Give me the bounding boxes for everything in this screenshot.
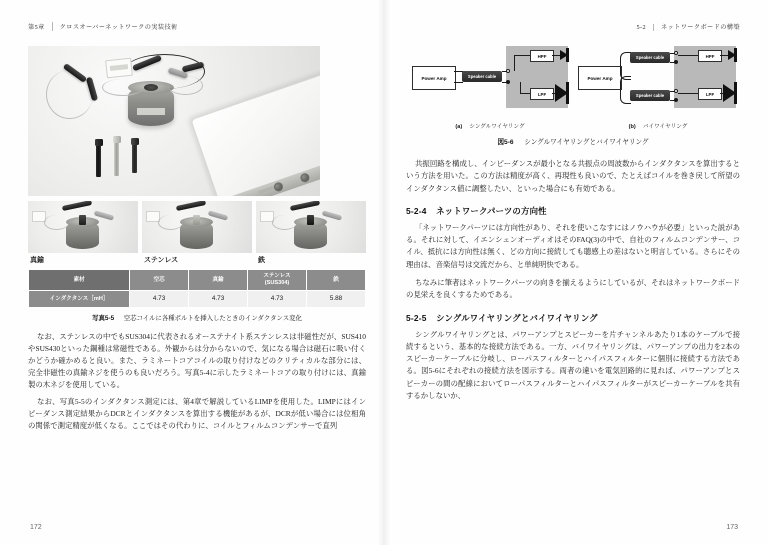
clip-iron-1 bbox=[290, 201, 320, 211]
power-amp-b bbox=[578, 66, 622, 90]
bolt-stainless-shaft bbox=[114, 140, 119, 176]
term-to-lpf-line-b bbox=[678, 93, 698, 94]
speaker-cable-label-hpf-b: Speaker cable bbox=[635, 55, 665, 60]
lpf-box-a bbox=[530, 88, 554, 100]
binding-post-positive-a bbox=[506, 69, 510, 73]
speaker-cable-lpf-b bbox=[630, 90, 670, 101]
coil-lead-wire-1 bbox=[102, 79, 143, 96]
photo-main-measurement-setup bbox=[28, 46, 320, 196]
binding-post-negative-a bbox=[506, 80, 510, 84]
table-header-stainless bbox=[248, 270, 307, 291]
section-5-2-4-body bbox=[406, 222, 740, 302]
binding-post-hpf-negative-b bbox=[674, 60, 678, 64]
section-heading-number-5-2-5: 5-2-5 bbox=[406, 312, 427, 323]
left-paragraph-2: なお、写真5-5のインダクタンス測定には、第4章で解説しているLIMPを使用した。LIMPにはインピーダンス測定結果からDCRとインダクタンスを算出する機能があるが、DCRが低い場合には位相角の関係で測定精度が低くなる。ここではその代わりに、コイルとフィルムコンデンサーで直列 bbox=[28, 396, 366, 430]
table-header-stainless-sub: (SUS304) bbox=[264, 280, 290, 286]
table-header-material: 素材 bbox=[29, 270, 130, 291]
table-cell-aircore: 4.73 bbox=[130, 291, 189, 308]
bolt-brass bbox=[132, 142, 137, 173]
table-header-aircore: 空芯 bbox=[130, 270, 189, 291]
table-header-row bbox=[29, 270, 366, 291]
table-cell-stainless: 4.73 bbox=[248, 291, 307, 308]
section-label: 5-2 bbox=[636, 24, 653, 31]
woofer-plate-a bbox=[566, 82, 569, 104]
section-5-2-4-paragraph-2: ちなみに筆者はネットワークパーツの向きを揃えるようにしているが、それはネットワークボードの見栄えを良くするためである。 bbox=[406, 277, 740, 300]
bolt-iron-shaft bbox=[96, 143, 101, 177]
capacitor-body bbox=[110, 64, 128, 71]
left-body-text bbox=[28, 331, 366, 432]
tweeter-plate-b bbox=[734, 48, 737, 62]
section-heading-title-5-2-4: ネットワークパーツの方向性 bbox=[436, 205, 547, 216]
left-paragraph-1: なお、ステンレスの中でもSUS304に代表されるオーステナイト系ステンレスは非磁性だが、SUS410やSUS430といった鋼種は常磁性である。外観からは分からないので、気になる場合は磁石に吸い付くかどうか確かめると良い。また、ラミネートコアコイルの取り付けなどのクリティカルな部分には、完全非磁性の真鍮ネジを使うのも良いだろう。写真5-4に示したラミネートコアの取り付けには、真鍮製の木ネジを使用している。 bbox=[28, 332, 366, 389]
section-heading-5-2-5 bbox=[406, 312, 740, 324]
chapter-label: 第5章 bbox=[28, 22, 53, 31]
subcaption-text-a: シングルワイヤリング bbox=[469, 124, 525, 130]
figure-caption-text: シングルワイヤリングとバイワイヤリング bbox=[524, 139, 649, 146]
diagram-single-wiring bbox=[410, 44, 570, 130]
speaker-cable-label-lpf-b: Speaker cable bbox=[635, 93, 665, 98]
page-number-right: 173 bbox=[726, 524, 738, 531]
amp-to-cable-line-bottom-a bbox=[454, 82, 463, 83]
section-title: ネットワークボードの構築 bbox=[660, 24, 740, 31]
photo-small-brass bbox=[28, 201, 138, 253]
hpf-label-a: HPF bbox=[537, 53, 547, 59]
inserted-bolt-stainless bbox=[193, 215, 200, 225]
table-cell-iron: 5.88 bbox=[307, 291, 366, 308]
figure-5-6-wiring-diagram bbox=[406, 44, 740, 146]
photo-label-iron: 鉄 bbox=[258, 257, 265, 264]
section-heading-number-5-2-4: 5-2-4 bbox=[406, 205, 427, 216]
coil-lead-wire-2 bbox=[168, 76, 203, 95]
hpf-branch-h-a bbox=[514, 55, 530, 56]
power-amp-label-b: Power Amp bbox=[587, 75, 613, 81]
inserted-bolt-iron bbox=[307, 215, 314, 225]
diagram-subcaption-b bbox=[578, 122, 738, 130]
right-intro-paragraph: 共振回路を構成し、インピーダンスが最小となる共振点の周波数からインダクタンスを算出するという方法を用いた。この方法は精度が高く、再現性も良いので、たとえばコイルを巻き戻して所望のインダクタンス値に調整したい、といった場合にも有効である。 bbox=[406, 159, 740, 193]
section-5-2-5-paragraph-1: シングルワイヤリングとは、パワーアンプとスピーカーを片チャンネルあたり1本のケーブルで接続するという、基本的な接続方法である。一方、バイワイヤリングは、パワーアンプの出力を2本のスピーカーケーブルに分岐し、ローパスフィルターとハイパスフィルターに個別に接続する方法である。図5-6にそれぞれの接続方法を図示する。両者の違いを電気回路的に見れば、パワーアンプとスピーカーの間の配線においてローパスフィルターとハイパスフィルターがスピーカーケーブルを共有するかしないか、 bbox=[406, 329, 740, 400]
power-amp-a bbox=[412, 66, 456, 90]
speaker-cable-hpf-b bbox=[630, 52, 670, 63]
hpf-box-a bbox=[530, 50, 554, 62]
speaker-cable-a bbox=[462, 71, 502, 82]
subcaption-label-b: (b) bbox=[628, 124, 636, 130]
photo-small-iron bbox=[256, 201, 366, 253]
woofer-plate-b bbox=[734, 82, 737, 104]
bolt-brass-shaft bbox=[132, 142, 137, 173]
wire-stainless bbox=[158, 215, 183, 230]
bolt-stainless-head bbox=[113, 136, 121, 143]
bolt-iron bbox=[96, 143, 101, 177]
bolt-brass-head bbox=[131, 138, 139, 145]
chapter-title: クロスオーバーネットワークの実装技術 bbox=[59, 24, 178, 31]
coil-side-label bbox=[137, 108, 165, 115]
table-header-stainless-main: ステンレス bbox=[263, 273, 291, 280]
bolt-iron-head bbox=[95, 139, 103, 146]
hpf-branch-v-a bbox=[514, 55, 515, 71]
running-head-right bbox=[406, 22, 740, 34]
table-header-iron: 鉄 bbox=[307, 270, 366, 291]
hpf-box-b bbox=[698, 50, 722, 62]
term-to-hpf-line-b bbox=[678, 55, 698, 56]
photo-caption-5-5 bbox=[28, 313, 366, 322]
hpf-label-b: HPF bbox=[705, 53, 715, 59]
lpf-label-b: LPF bbox=[705, 91, 715, 97]
coil-stainless bbox=[180, 221, 213, 249]
inductance-table bbox=[28, 269, 366, 308]
table-row bbox=[29, 291, 366, 308]
power-amp-label-a: Power Amp bbox=[421, 75, 447, 81]
photo-row-labels bbox=[28, 255, 366, 265]
diagram-bi-wiring bbox=[578, 44, 738, 130]
table-cell-brass: 4.73 bbox=[189, 291, 248, 308]
clip-stainless-1 bbox=[176, 201, 206, 211]
section-5-2-5-body bbox=[406, 329, 740, 403]
right-page bbox=[384, 0, 768, 545]
figure-caption-5-6 bbox=[406, 136, 740, 146]
photo-caption-label: 写真5-5 bbox=[92, 315, 115, 322]
figure-caption-label: 図5-6 bbox=[497, 139, 514, 146]
running-head-left bbox=[28, 22, 362, 34]
photo-row-bolt-variants bbox=[28, 201, 366, 253]
photo-label-stainless: ステンレス bbox=[144, 257, 179, 264]
inserted-bolt-brass bbox=[79, 215, 86, 225]
section-5-2-4-paragraph-1: 「ネットワークパーツには方向性があり、それを使いこなすにはノウハウが必要」といった説がある。それに対して、イエンシュンオーディオはそのFAQ(3)の中で、自社のフィルムコンデンサー、コイル、抵抗には方向性は無く、どの方向に接続しても聴感上の差はないと明言している。さらにその理由は、音楽信号は交流だから、と単純明快である。 bbox=[406, 222, 740, 269]
coil-iron bbox=[294, 221, 327, 249]
subcaption-text-b: バイワイヤリング bbox=[642, 124, 688, 130]
table-header-brass: 真鍮 bbox=[189, 270, 248, 291]
subcaption-label-a: (a) bbox=[455, 124, 463, 130]
wire-iron bbox=[272, 215, 297, 230]
lpf-branch-h-a bbox=[520, 93, 530, 94]
clip-brass-1 bbox=[62, 201, 92, 211]
bolt-stainless bbox=[114, 140, 119, 176]
amp-to-cable-line-top-a bbox=[454, 71, 463, 72]
lpf-box-b bbox=[698, 88, 722, 100]
section-heading-title-5-2-5: シングルワイヤリングとバイワイヤリング bbox=[436, 312, 598, 323]
coil-brass bbox=[66, 221, 99, 249]
photo-small-stainless bbox=[142, 201, 252, 253]
tweeter-plate-a bbox=[566, 48, 569, 62]
page-number-left: 172 bbox=[30, 524, 42, 531]
right-intro-text bbox=[406, 158, 740, 195]
binding-post-lpf-negative-b bbox=[674, 98, 678, 102]
section-heading-5-2-4 bbox=[406, 205, 740, 217]
photo-caption-text: 空芯コイルに各種ボルトを挿入したときのインダクタンス変化 bbox=[123, 315, 302, 322]
photo-label-brass: 真鍮 bbox=[30, 257, 44, 264]
lpf-label-a: LPF bbox=[537, 91, 547, 97]
lpf-branch-v-a bbox=[520, 82, 521, 93]
film-capacitor-card bbox=[105, 58, 133, 79]
table-rowheader-inductance: インダクタンス［mH］ bbox=[29, 291, 130, 308]
speaker-cable-label-a: Speaker cable bbox=[467, 74, 497, 79]
diagram-subcaption-a bbox=[410, 122, 570, 130]
wire-brass bbox=[44, 215, 69, 230]
